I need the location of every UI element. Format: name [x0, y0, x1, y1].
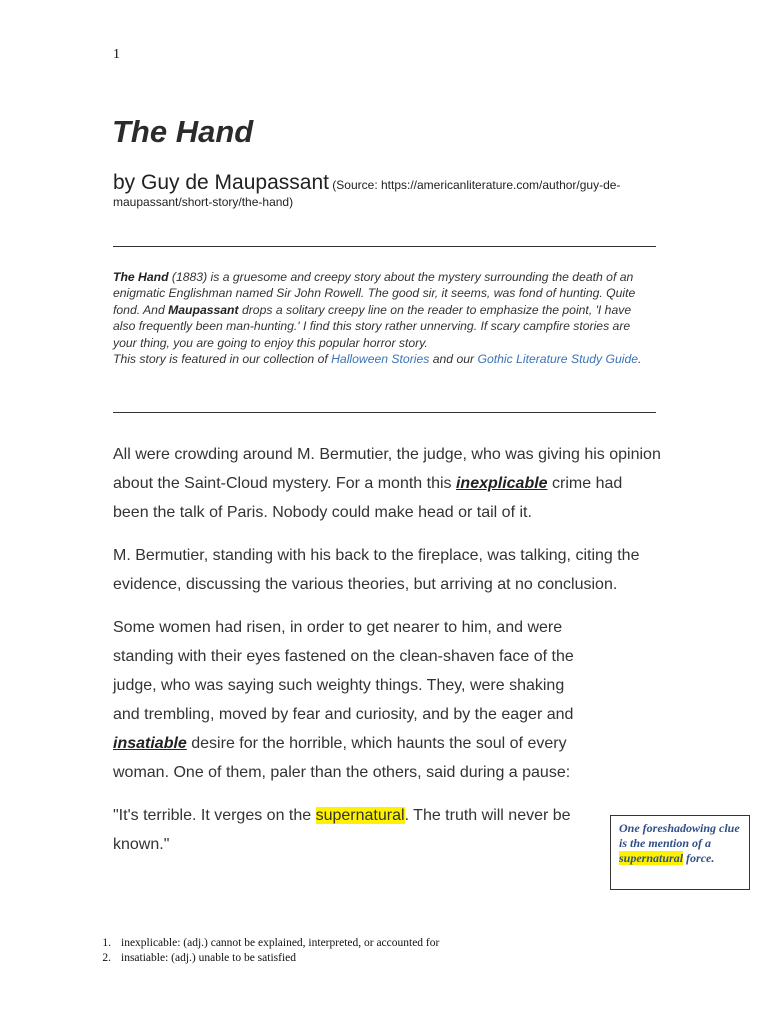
story-body — [113, 440, 661, 873]
story-text: crime had been the talk of Paris. Nobody could make head or tail of it. — [113, 475, 623, 521]
note-highlight: supernatural — [619, 851, 684, 865]
byline — [113, 171, 658, 211]
footnotes — [83, 936, 439, 966]
byline-by: by — [113, 171, 142, 194]
margin-comment-box — [610, 815, 750, 890]
highlighted-word-supernatural: supernatural — [315, 807, 405, 824]
note-text-post: force. — [683, 851, 715, 865]
footnote-item — [83, 951, 439, 966]
top-divider — [113, 246, 656, 247]
story-text: "It's terrible. It verges on the — [113, 807, 316, 824]
bottom-divider — [113, 412, 656, 413]
story-paragraph-2: M. Bermutier, standing with his back to the fireplace, was talking, citing the evidence, discussing the various theories, but arriving at no conclusion. — [113, 547, 640, 593]
intro-author: Maupassant — [168, 302, 239, 317]
footnote-number: 2. — [102, 952, 111, 964]
page-number: 1 — [113, 47, 120, 62]
halloween-stories-link[interactable]: Halloween Stories — [331, 352, 430, 367]
story-paragraph-3 — [113, 613, 583, 787]
story-paragraph-4 — [113, 801, 583, 859]
byline-author: Guy de Maupassant — [141, 171, 329, 194]
story-text: All were crowding around M. Bermutier, the judge, who was giving his opinion about the Saint-Cloud mystery. For a month this — [113, 446, 661, 492]
intro-paragraph — [113, 269, 653, 351]
featured-line — [113, 351, 653, 367]
footnote-text: inexplicable: (adj.) cannot be explained, interpreted, or accounted for — [121, 937, 440, 949]
intro-blurb — [113, 269, 653, 367]
footnote-item — [83, 936, 439, 951]
gothic-study-guide-link[interactable]: Gothic Literature Study Guide — [477, 352, 639, 367]
document-title: The Hand — [112, 114, 254, 149]
story-text: desire for the horrible, which haunts the soul of every woman. One of them, paler than the others, said during a pause: — [113, 735, 571, 781]
story-paragraph-1 — [113, 440, 661, 527]
intro-text-1: (1883) is a gruesome and creepy story about the mystery surrounding the death of an enigmatic Englishman named Sir John Rowell. The good sir, it seems, was fond of hunting. Quite fond. And — [113, 270, 636, 317]
intro-title: The Hand — [113, 270, 169, 284]
footnote-text: insatiable: (adj.) unable to be satisfied — [121, 952, 296, 964]
vocab-word-inexplicable: inexplicable — [455, 475, 548, 492]
featured-pre: This story is featured in our collection of — [113, 352, 332, 367]
story-text: Some women had risen, in order to get nearer to him, and were standing with their eyes fastened on the clean-shaven face of the judge, who was saying such weighty things. They, were shaking and trembling, moved by fear and curiosity, and by the eager and — [113, 619, 574, 723]
note-text-pre: One foreshadowing clue is the mention of a — [619, 821, 740, 850]
intro-text-2: drops a solitary creepy line on the reader to emphasize the point, 'I have also frequently been man-hunting.' I find this story rather unnerving. If scary campfire stories are your thing, you are going to enjoy this popular horror story. — [113, 302, 632, 350]
featured-mid: and our — [429, 352, 478, 367]
featured-post: . — [638, 352, 642, 367]
byline-source: (Source: https://americanliterature.com/author/guy-de-maupassant/short-story/the-hand) — [113, 178, 621, 209]
story-text: . The truth will never be known." — [113, 807, 571, 853]
vocab-word-insatiable: insatiable — [113, 735, 187, 752]
footnote-number: 1. — [102, 937, 111, 949]
